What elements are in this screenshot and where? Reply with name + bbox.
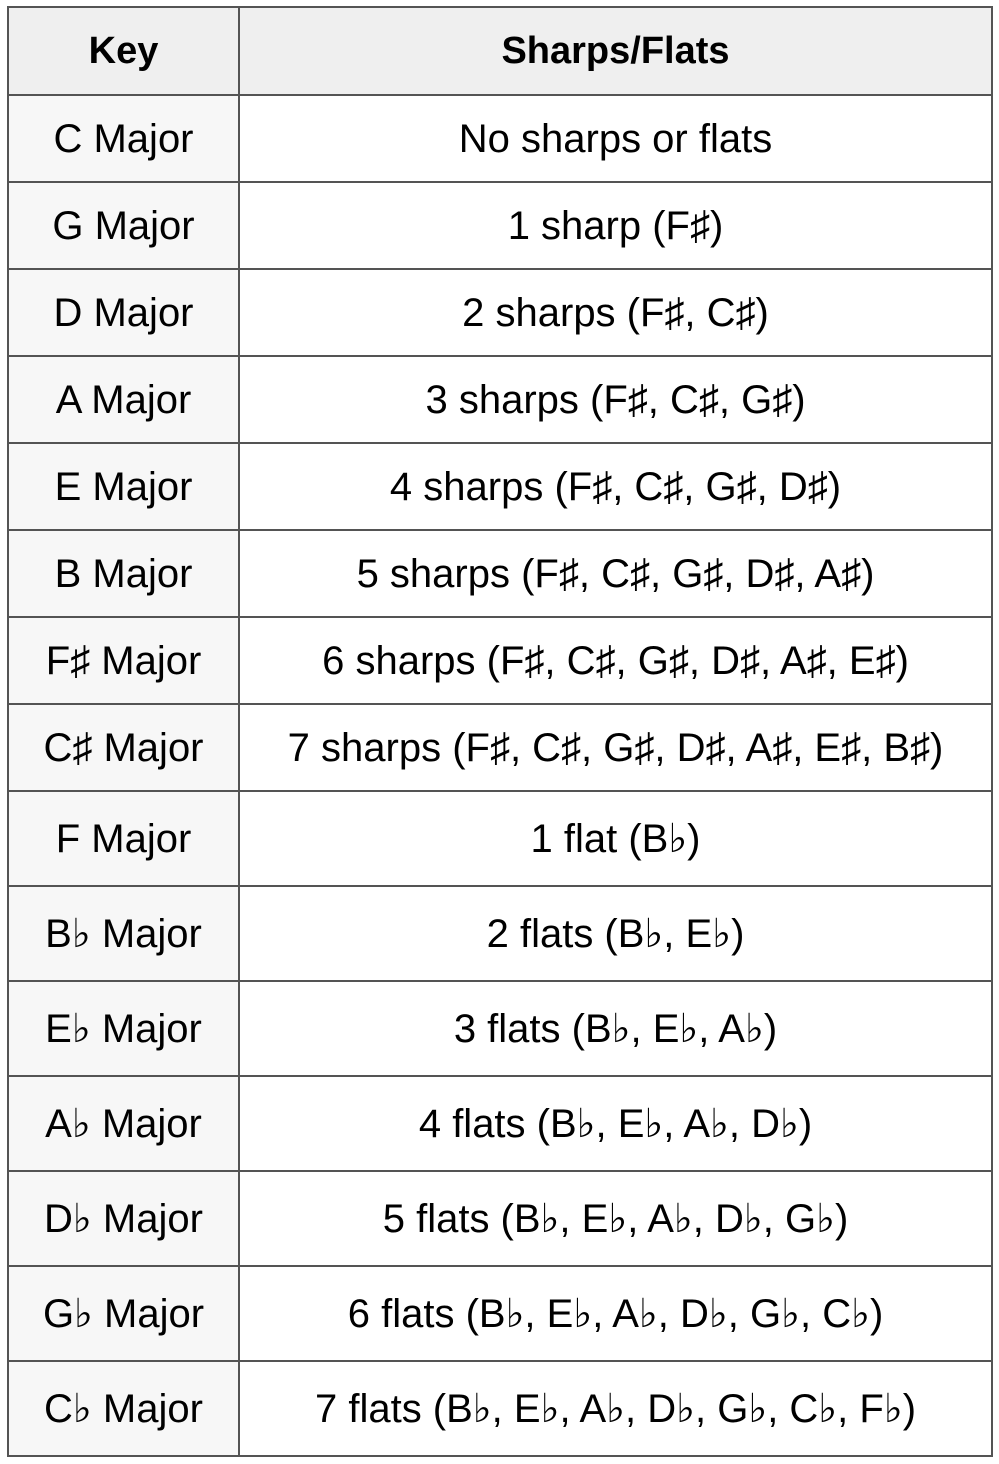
table-row — [8, 269, 992, 356]
key-cell: F♯ Major — [8, 617, 239, 704]
key-cell: C♯ Major — [8, 704, 239, 791]
key-signature-table-container — [7, 6, 993, 1457]
accidentals-cell: 6 flats (B♭, E♭, A♭, D♭, G♭, C♭) — [239, 1266, 992, 1361]
accidentals-cell: 5 flats (B♭, E♭, A♭, D♭, G♭) — [239, 1171, 992, 1266]
accidentals-cell: 4 sharps (F♯, C♯, G♯, D♯) — [239, 443, 992, 530]
table-header-row — [8, 7, 992, 95]
accidentals-cell: 3 sharps (F♯, C♯, G♯) — [239, 356, 992, 443]
key-cell: G♭ Major — [8, 1266, 239, 1361]
accidentals-cell: No sharps or flats — [239, 95, 992, 182]
table-row — [8, 1361, 992, 1456]
table-row — [8, 95, 992, 182]
table-row — [8, 981, 992, 1076]
accidentals-cell: 7 flats (B♭, E♭, A♭, D♭, G♭, C♭, F♭) — [239, 1361, 992, 1456]
table-row — [8, 791, 992, 886]
key-cell: C Major — [8, 95, 239, 182]
accidentals-cell: 4 flats (B♭, E♭, A♭, D♭) — [239, 1076, 992, 1171]
key-cell: E Major — [8, 443, 239, 530]
key-cell: A Major — [8, 356, 239, 443]
table-row — [8, 356, 992, 443]
key-cell: F Major — [8, 791, 239, 886]
accidentals-cell: 5 sharps (F♯, C♯, G♯, D♯, A♯) — [239, 530, 992, 617]
key-cell: D Major — [8, 269, 239, 356]
key-cell: A♭ Major — [8, 1076, 239, 1171]
table-row — [8, 530, 992, 617]
key-cell: C♭ Major — [8, 1361, 239, 1456]
accidentals-cell: 2 flats (B♭, E♭) — [239, 886, 992, 981]
accidentals-cell: 6 sharps (F♯, C♯, G♯, D♯, A♯, E♯) — [239, 617, 992, 704]
table-body — [8, 95, 992, 1456]
table-row — [8, 886, 992, 981]
key-cell: G Major — [8, 182, 239, 269]
accidentals-cell: 3 flats (B♭, E♭, A♭) — [239, 981, 992, 1076]
table-row — [8, 1266, 992, 1361]
header-key: Key — [8, 7, 239, 95]
key-signature-table — [7, 6, 993, 1457]
table-row — [8, 1076, 992, 1171]
key-cell: D♭ Major — [8, 1171, 239, 1266]
key-cell: B♭ Major — [8, 886, 239, 981]
key-cell: B Major — [8, 530, 239, 617]
table-row — [8, 704, 992, 791]
accidentals-cell: 1 flat (B♭) — [239, 791, 992, 886]
accidentals-cell: 2 sharps (F♯, C♯) — [239, 269, 992, 356]
key-cell: E♭ Major — [8, 981, 239, 1076]
table-row — [8, 443, 992, 530]
table-row — [8, 182, 992, 269]
header-sharps-flats: Sharps/Flats — [239, 7, 992, 95]
accidentals-cell: 7 sharps (F♯, C♯, G♯, D♯, A♯, E♯, B♯) — [239, 704, 992, 791]
accidentals-cell: 1 sharp (F♯) — [239, 182, 992, 269]
table-row — [8, 1171, 992, 1266]
table-row — [8, 617, 992, 704]
